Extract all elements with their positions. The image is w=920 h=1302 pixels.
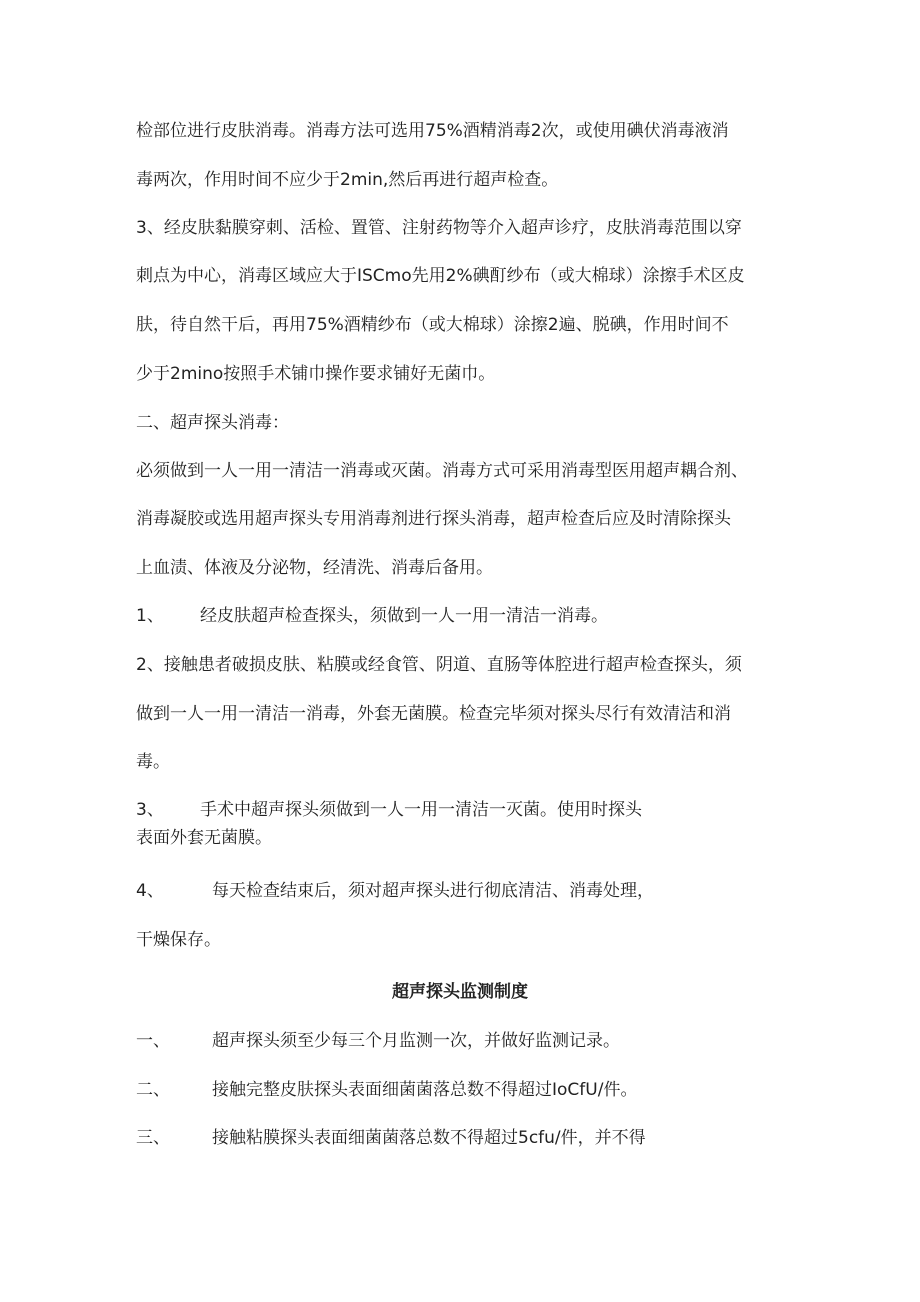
monitoring-item-2 [136,1080,637,1100]
para1-line-1: 检部位进行皮肤消毒。消毒方法可选用75%酒精消毒2次，或使用碘伏消毒液消 [136,121,729,141]
probe-item-4-text-1: 每天检查结束后，须对超声探头进行彻底清洁、消毒处理， [212,881,654,901]
item3-intervention-line-1: 3、经皮肤黏膜穿刺、活检、置管、注射药物等介入超声诊疗，皮肤消毒范围以穿 [136,218,742,238]
item3-intervention-line-4: 少于2mino按照手术铺巾操作要求铺好无菌巾。 [136,364,496,384]
item3-intervention-line-2: 刺点为中心，消毒区域应大于ISCmo先用2%碘酊纱布（或大棉球）涂擦手术区皮 [136,266,745,286]
section2-intro-line-1: 必须做到一人一用一清洁一消毒或灭菌。消毒方式可采用消毒型医用超声耦合剂、 [136,461,748,481]
probe-item-2-number: 2、 [136,655,164,675]
monitoring-item-3 [136,1128,646,1148]
monitoring-item-3-number: 三、 [136,1128,170,1148]
section2-intro-line-2: 消毒凝胶或选用超声探头专用消毒剂进行探头消毒，超声检查后应及时清除探头 [136,509,731,529]
probe-item-2-line-1 [136,655,742,675]
probe-item-4-line-2: 干燥保存。 [136,930,221,950]
probe-item-1 [136,606,608,626]
para1-line-2: 毒两次，作用时间不应少于2min,然后再进行超声检查。 [136,170,559,190]
monitoring-title: 超声探头监测制度 [392,982,528,1002]
section2-intro-line-3: 上血渍、体液及分泌物，经清洗、消毒后备用。 [136,558,493,578]
monitoring-item-2-text: 接触完整皮肤探头表面细菌菌落总数不得超过IoCfU/件。 [212,1080,638,1100]
monitoring-item-3-text: 接触粘膜探头表面细菌菌落总数不得超过5cfu/件，并不得 [212,1128,646,1148]
probe-item-3-line-2: 表面外套无菌膜。 [136,828,272,848]
section2-title: 二、超声探头消毒： [136,413,289,433]
monitoring-item-1-text: 超声探头须至少每三个月监测一次，并做好监测记录。 [212,1031,620,1051]
probe-item-1-number: 1、 [136,606,164,626]
probe-item-2-line-2: 做到一人一用一清洁一消毒，外套无菌膜。检查完毕须对探头尽行有效清洁和消 [136,704,731,724]
monitoring-item-2-number: 二、 [136,1080,170,1100]
probe-item-3-line-1 [136,800,642,820]
probe-item-1-text: 经皮肤超声检查探头，须做到一人一用一清洁一消毒。 [200,606,608,626]
item3-intervention-line-3: 肤，待自然干后，再用75%酒精纱布（或大棉球）涂擦2遍、脱碘，作用时间不 [136,315,729,335]
probe-item-4-line-1 [136,881,654,901]
probe-item-3-number: 3、 [136,800,164,820]
monitoring-item-1 [136,1031,620,1051]
probe-item-3-text-1: 手术中超声探头须做到一人一用一清洁一灭菌。使用时探头 [200,800,642,820]
probe-item-2-line-3: 毒。 [136,752,170,772]
monitoring-item-1-number: 一、 [136,1031,170,1051]
probe-item-4-number: 4、 [136,881,164,901]
probe-item-2-text-1: 接触患者破损皮肤、粘膜或经食管、阴道、直肠等体腔进行超声检查探头，须 [163,655,742,675]
